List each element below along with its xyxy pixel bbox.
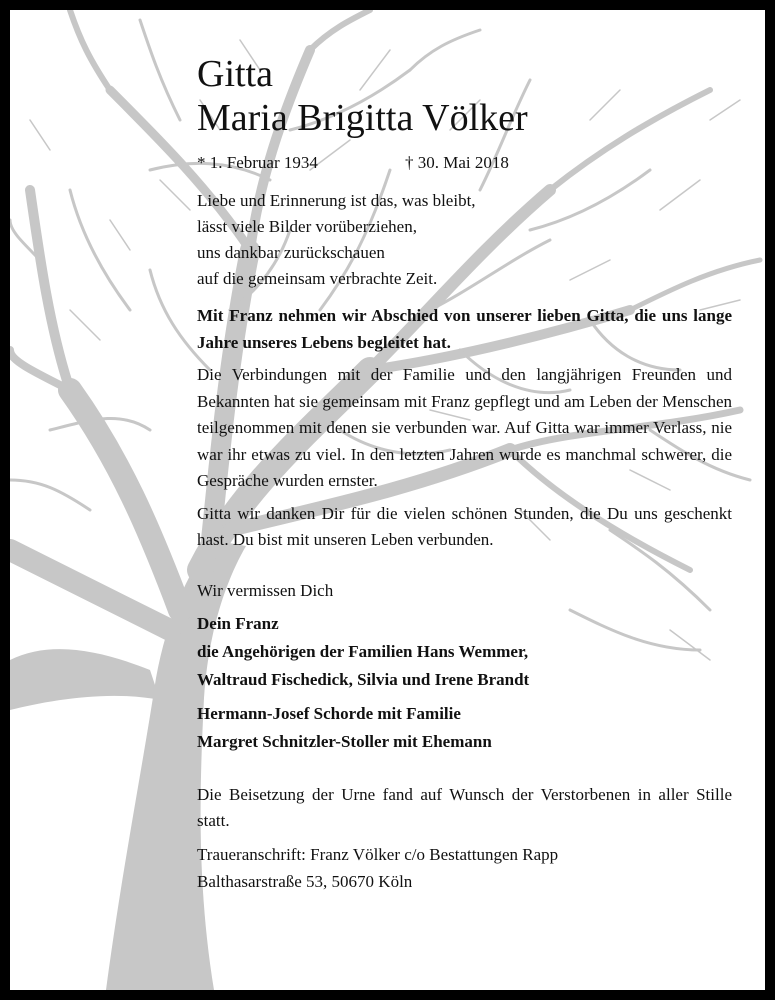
tribute-paragraph: Die Verbindungen mit der Familie und den langjährigen Freunden und Bekannten hat sie gemeinsam mit Franz gepflegt und am Leben der Menschen teilgenommen mit denen sie verbunden war. Auf Gitta war immer Verlass, nie war ihr etwas zu viel. In den letzten Jahren wurde es manchmal schwerer, die Gespräche wurden ernster. bbox=[197, 365, 732, 490]
mourner-line: Dein Franz bbox=[197, 613, 279, 633]
mourner-line: Hermann-Josef Schorde mit Familie bbox=[197, 703, 461, 723]
mourner-line: Margret Schnitzler-Stoller mit Ehemann bbox=[197, 731, 492, 751]
poem-line: auf die gemeinsam verbrachte Zeit. bbox=[197, 269, 438, 288]
mourner-line: die Angehörigen der Familien Hans Wemmer, bbox=[197, 641, 529, 661]
farewell-intro: Mit Franz nehmen wir Abschied von unserer lieben Gitta, die uns lange Jahre unseres Lebens begleitet hat. bbox=[197, 306, 732, 352]
we-miss-you-line: Wir vermissen Dich bbox=[197, 580, 334, 600]
mourners-group-family bbox=[197, 610, 732, 694]
poem-line: lässt viele Bilder vorüberziehen, bbox=[197, 217, 417, 236]
mourners-group-friends bbox=[197, 700, 732, 756]
poem-line: Liebe und Erinnerung ist das, was bleibt, bbox=[197, 191, 476, 210]
deceased-full-name: Maria Brigitta Völker bbox=[197, 97, 528, 139]
poem bbox=[197, 188, 732, 292]
mourning-address bbox=[197, 841, 732, 895]
mourner-line: Waltraud Fischedick, Silvia und Irene Brandt bbox=[197, 669, 530, 689]
birth-date: * 1. Februar 1934 bbox=[197, 153, 318, 172]
deceased-first-name: Gitta bbox=[197, 53, 273, 95]
address-line: Balthasarstraße 53, 50670 Köln bbox=[197, 871, 413, 891]
poem-line: uns dankbar zurückschauen bbox=[197, 243, 385, 262]
obituary-card bbox=[10, 10, 765, 990]
life-dates bbox=[197, 152, 732, 174]
address-line: Traueranschrift: Franz Völker c/o Bestattungen Rapp bbox=[197, 844, 559, 864]
death-date: † 30. Mai 2018 bbox=[405, 153, 509, 172]
obituary-content bbox=[197, 52, 732, 895]
burial-notice: Die Beisetzung der Urne fand auf Wunsch der Verstorbenen in aller Stille statt. bbox=[197, 784, 732, 830]
thanks-paragraph: Gitta wir danken Dir für die vielen schönen Stunden, die Du uns geschenkt hast. Du bist mit unseren Leben verbunden. bbox=[197, 503, 732, 549]
